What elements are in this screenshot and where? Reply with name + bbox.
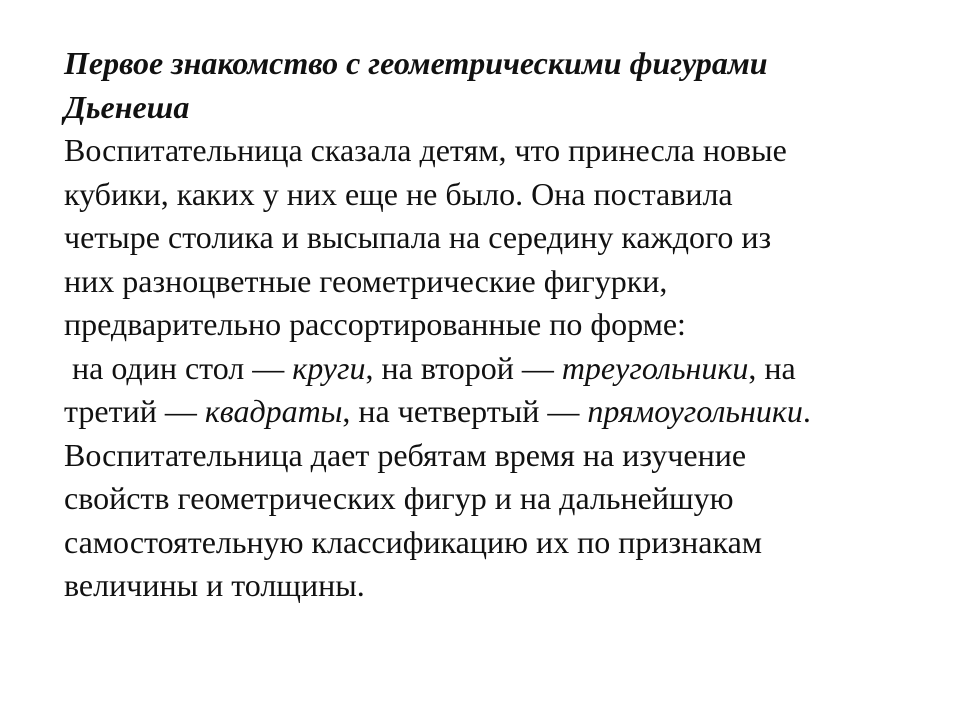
outro-paragraph (64, 434, 944, 608)
table-3-prefix: третий — (64, 393, 205, 429)
intro-paragraph (64, 129, 944, 347)
shape-rectangles: прямоугольники (587, 393, 803, 429)
shape-triangles: треугольники (561, 349, 749, 386)
slide-content (64, 42, 944, 608)
shape-squares: квадраты (204, 393, 343, 429)
intro-line-3: четыре столика и высыпала на середину каждого из (64, 219, 772, 255)
table-1-prefix: на один стол — (72, 349, 293, 386)
intro-line-2: кубики, каких у них еще не было. Она поставила (64, 175, 733, 212)
table-2-suffix: , на (748, 349, 796, 386)
outro-line-3: самостоятельную классификацию их по признакам (64, 523, 763, 560)
intro-line-1: Воспитательница сказала детям, что принесла новые (64, 132, 787, 168)
intro-line-5: предварительно рассортированные по форме: (64, 306, 686, 342)
shape-circles: круги (292, 349, 366, 386)
tables-description (64, 347, 944, 434)
slide-title (64, 42, 944, 129)
outro-line-1: Воспитательница дает ребятам время на изучение (64, 436, 747, 473)
table-4-suffix: . (802, 393, 811, 429)
table-4-prefix: , на четвертый — (342, 393, 588, 429)
title-line-1: Первое знакомство с геометрическими фигурами (64, 45, 768, 81)
outro-line-4: величины и толщины. (64, 567, 365, 603)
intro-line-4: них разноцветные геометрические фигурки, (64, 262, 668, 299)
table-2-prefix: , на второй — (365, 349, 562, 386)
outro-line-2: свойств геометрических фигур и на дальнейшую (64, 480, 734, 516)
title-line-2: Дьенеша (64, 88, 190, 125)
